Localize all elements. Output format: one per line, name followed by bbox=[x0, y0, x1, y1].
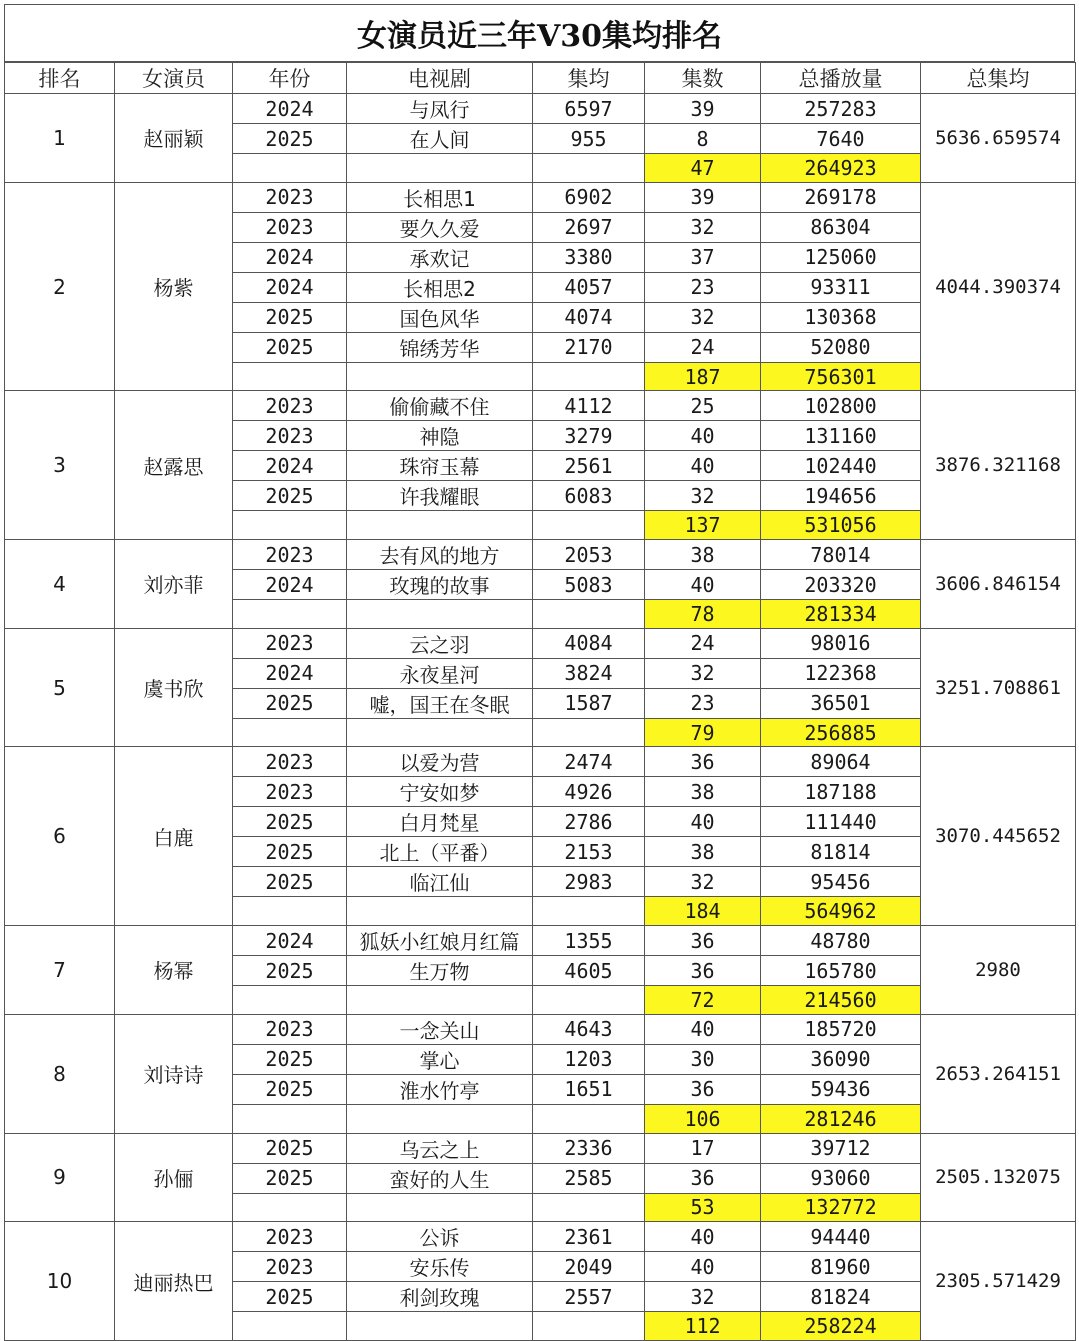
episodes-cell: 32 bbox=[645, 212, 761, 242]
total-avg-cell: 5636.659574 bbox=[921, 94, 1076, 183]
episodes-cell: 39 bbox=[645, 182, 761, 212]
year-cell: 2025 bbox=[233, 867, 347, 897]
header-episode-avg: 集均 bbox=[533, 63, 645, 94]
empty-cell bbox=[233, 1193, 347, 1222]
year-cell: 2025 bbox=[233, 124, 347, 154]
views-cell: 98016 bbox=[761, 628, 921, 658]
episodes-cell: 36 bbox=[645, 1163, 761, 1193]
total-avg-cell: 2305.571429 bbox=[921, 1222, 1076, 1341]
views-cell: 81960 bbox=[761, 1252, 921, 1282]
empty-cell bbox=[233, 718, 347, 747]
empty-cell bbox=[533, 718, 645, 747]
episodes-cell: 32 bbox=[645, 658, 761, 688]
rank-cell: 9 bbox=[5, 1133, 115, 1222]
year-cell: 2023 bbox=[233, 1222, 347, 1252]
empty-cell bbox=[347, 511, 533, 540]
empty-cell bbox=[347, 1104, 533, 1133]
total-avg-cell: 4044.390374 bbox=[921, 182, 1076, 391]
views-cell: 130368 bbox=[761, 302, 921, 332]
episode-avg-cell: 2561 bbox=[533, 451, 645, 481]
empty-cell bbox=[347, 154, 533, 183]
year-cell: 2025 bbox=[233, 481, 347, 511]
drama-cell: 珠帘玉幕 bbox=[347, 451, 533, 481]
sum-episodes-cell: 53 bbox=[645, 1193, 761, 1222]
empty-cell bbox=[233, 154, 347, 183]
header-rank: 排名 bbox=[5, 63, 115, 94]
views-cell: 78014 bbox=[761, 540, 921, 570]
sum-views-cell: 281334 bbox=[761, 600, 921, 629]
year-cell: 2024 bbox=[233, 926, 347, 956]
episode-avg-cell: 2557 bbox=[533, 1282, 645, 1312]
episodes-cell: 40 bbox=[645, 451, 761, 481]
sum-views-cell: 564962 bbox=[761, 897, 921, 926]
sum-episodes-cell: 72 bbox=[645, 986, 761, 1015]
empty-cell bbox=[533, 1193, 645, 1222]
sum-episodes-cell: 184 bbox=[645, 897, 761, 926]
header-total-avg: 总集均 bbox=[921, 63, 1076, 94]
rank-cell: 1 bbox=[5, 94, 115, 183]
year-cell: 2023 bbox=[233, 1252, 347, 1282]
header-drama: 电视剧 bbox=[347, 63, 533, 94]
drama-cell: 长相思1 bbox=[347, 182, 533, 212]
episode-avg-cell: 4074 bbox=[533, 302, 645, 332]
empty-cell bbox=[233, 986, 347, 1015]
rank-cell: 8 bbox=[5, 1014, 115, 1133]
empty-cell bbox=[347, 362, 533, 391]
empty-cell bbox=[533, 986, 645, 1015]
year-cell: 2025 bbox=[233, 956, 347, 986]
episodes-cell: 40 bbox=[645, 421, 761, 451]
header-year: 年份 bbox=[233, 63, 347, 94]
drama-cell: 北上（平番） bbox=[347, 837, 533, 867]
episode-avg-cell: 2170 bbox=[533, 332, 645, 362]
rank-cell: 5 bbox=[5, 628, 115, 747]
empty-cell bbox=[533, 1104, 645, 1133]
episodes-cell: 38 bbox=[645, 837, 761, 867]
year-cell: 2024 bbox=[233, 570, 347, 600]
total-avg-cell: 2980 bbox=[921, 926, 1076, 1015]
views-cell: 81814 bbox=[761, 837, 921, 867]
episode-avg-cell: 2049 bbox=[533, 1252, 645, 1282]
episode-avg-cell: 4643 bbox=[533, 1014, 645, 1044]
empty-cell bbox=[347, 600, 533, 629]
views-cell: 7640 bbox=[761, 124, 921, 154]
total-avg-cell: 3876.321168 bbox=[921, 391, 1076, 540]
drama-cell: 在人间 bbox=[347, 124, 533, 154]
episode-avg-cell: 2786 bbox=[533, 807, 645, 837]
views-cell: 59436 bbox=[761, 1074, 921, 1104]
year-cell: 2025 bbox=[233, 1133, 347, 1163]
views-cell: 203320 bbox=[761, 570, 921, 600]
empty-cell bbox=[347, 718, 533, 747]
drama-cell: 掌心 bbox=[347, 1044, 533, 1074]
sum-views-cell: 132772 bbox=[761, 1193, 921, 1222]
drama-cell: 蛮好的人生 bbox=[347, 1163, 533, 1193]
episodes-cell: 36 bbox=[645, 1074, 761, 1104]
views-cell: 102800 bbox=[761, 391, 921, 421]
year-cell: 2025 bbox=[233, 302, 347, 332]
empty-cell bbox=[347, 1193, 533, 1222]
sum-views-cell: 264923 bbox=[761, 154, 921, 183]
drama-cell: 利剑玫瑰 bbox=[347, 1282, 533, 1312]
year-cell: 2025 bbox=[233, 1074, 347, 1104]
empty-cell bbox=[233, 600, 347, 629]
drama-cell: 偷偷藏不住 bbox=[347, 391, 533, 421]
episodes-cell: 25 bbox=[645, 391, 761, 421]
actress-cell: 刘诗诗 bbox=[115, 1014, 233, 1133]
actress-cell: 刘亦菲 bbox=[115, 540, 233, 629]
actress-cell: 孙俪 bbox=[115, 1133, 233, 1222]
episodes-cell: 32 bbox=[645, 481, 761, 511]
year-cell: 2025 bbox=[233, 332, 347, 362]
episode-avg-cell: 6083 bbox=[533, 481, 645, 511]
year-cell: 2025 bbox=[233, 807, 347, 837]
table-row bbox=[5, 182, 1076, 212]
drama-cell: 国色风华 bbox=[347, 302, 533, 332]
episode-avg-cell: 1203 bbox=[533, 1044, 645, 1074]
views-cell: 93060 bbox=[761, 1163, 921, 1193]
year-cell: 2023 bbox=[233, 391, 347, 421]
views-cell: 52080 bbox=[761, 332, 921, 362]
sum-views-cell: 258224 bbox=[761, 1312, 921, 1341]
year-cell: 2023 bbox=[233, 540, 347, 570]
year-cell: 2025 bbox=[233, 1044, 347, 1074]
views-cell: 131160 bbox=[761, 421, 921, 451]
views-cell: 165780 bbox=[761, 956, 921, 986]
drama-cell: 以爱为营 bbox=[347, 747, 533, 777]
empty-cell bbox=[533, 1312, 645, 1341]
sum-views-cell: 531056 bbox=[761, 511, 921, 540]
views-cell: 185720 bbox=[761, 1014, 921, 1044]
total-avg-cell: 2505.132075 bbox=[921, 1133, 1076, 1222]
drama-cell: 与凤行 bbox=[347, 94, 533, 124]
sum-episodes-cell: 112 bbox=[645, 1312, 761, 1341]
episodes-cell: 32 bbox=[645, 302, 761, 332]
sheet-title: 女演员近三年V30集均排名 bbox=[4, 4, 1075, 62]
empty-cell bbox=[347, 986, 533, 1015]
episode-avg-cell: 2336 bbox=[533, 1133, 645, 1163]
actress-cell: 白鹿 bbox=[115, 747, 233, 926]
empty-cell bbox=[533, 362, 645, 391]
views-cell: 187188 bbox=[761, 777, 921, 807]
table-body bbox=[5, 94, 1076, 1341]
actress-cell: 杨幂 bbox=[115, 926, 233, 1015]
episodes-cell: 30 bbox=[645, 1044, 761, 1074]
episode-avg-cell: 1587 bbox=[533, 688, 645, 718]
actress-cell: 虞书欣 bbox=[115, 628, 233, 747]
sum-views-cell: 256885 bbox=[761, 718, 921, 747]
table-row bbox=[5, 1014, 1076, 1044]
year-cell: 2025 bbox=[233, 837, 347, 867]
episodes-cell: 40 bbox=[645, 570, 761, 600]
views-cell: 36501 bbox=[761, 688, 921, 718]
drama-cell: 狐妖小红娘月红篇 bbox=[347, 926, 533, 956]
table-row bbox=[5, 1222, 1076, 1252]
views-cell: 122368 bbox=[761, 658, 921, 688]
episode-avg-cell: 4057 bbox=[533, 272, 645, 302]
views-cell: 125060 bbox=[761, 242, 921, 272]
episodes-cell: 40 bbox=[645, 1014, 761, 1044]
year-cell: 2024 bbox=[233, 94, 347, 124]
rank-cell: 4 bbox=[5, 540, 115, 629]
table-row bbox=[5, 628, 1076, 658]
rank-cell: 7 bbox=[5, 926, 115, 1015]
views-cell: 111440 bbox=[761, 807, 921, 837]
episodes-cell: 40 bbox=[645, 1222, 761, 1252]
empty-cell bbox=[533, 154, 645, 183]
year-cell: 2023 bbox=[233, 421, 347, 451]
actress-cell: 杨紫 bbox=[115, 182, 233, 391]
empty-cell bbox=[233, 362, 347, 391]
episodes-cell: 24 bbox=[645, 628, 761, 658]
drama-cell: 云之羽 bbox=[347, 628, 533, 658]
episodes-cell: 36 bbox=[645, 747, 761, 777]
header-episodes: 集数 bbox=[645, 63, 761, 94]
episode-avg-cell: 2983 bbox=[533, 867, 645, 897]
total-avg-cell: 3251.708861 bbox=[921, 628, 1076, 747]
episode-avg-cell: 2474 bbox=[533, 747, 645, 777]
episodes-cell: 8 bbox=[645, 124, 761, 154]
views-cell: 257283 bbox=[761, 94, 921, 124]
views-cell: 194656 bbox=[761, 481, 921, 511]
views-cell: 81824 bbox=[761, 1282, 921, 1312]
year-cell: 2023 bbox=[233, 212, 347, 242]
header-row bbox=[5, 63, 1076, 94]
episode-avg-cell: 4084 bbox=[533, 628, 645, 658]
episodes-cell: 40 bbox=[645, 1252, 761, 1282]
drama-cell: 公诉 bbox=[347, 1222, 533, 1252]
episode-avg-cell: 3380 bbox=[533, 242, 645, 272]
year-cell: 2024 bbox=[233, 272, 347, 302]
year-cell: 2025 bbox=[233, 688, 347, 718]
drama-cell: 临江仙 bbox=[347, 867, 533, 897]
drama-cell: 安乐传 bbox=[347, 1252, 533, 1282]
rank-cell: 10 bbox=[5, 1222, 115, 1341]
views-cell: 102440 bbox=[761, 451, 921, 481]
views-cell: 95456 bbox=[761, 867, 921, 897]
sum-episodes-cell: 78 bbox=[645, 600, 761, 629]
table-row bbox=[5, 94, 1076, 124]
episode-avg-cell: 2697 bbox=[533, 212, 645, 242]
empty-cell bbox=[233, 897, 347, 926]
table-row bbox=[5, 540, 1076, 570]
table-row bbox=[5, 747, 1076, 777]
episode-avg-cell: 955 bbox=[533, 124, 645, 154]
drama-cell: 生万物 bbox=[347, 956, 533, 986]
rank-cell: 2 bbox=[5, 182, 115, 391]
sum-views-cell: 756301 bbox=[761, 362, 921, 391]
year-cell: 2024 bbox=[233, 242, 347, 272]
year-cell: 2023 bbox=[233, 777, 347, 807]
total-avg-cell: 3606.846154 bbox=[921, 540, 1076, 629]
drama-cell: 许我耀眼 bbox=[347, 481, 533, 511]
sum-episodes-cell: 187 bbox=[645, 362, 761, 391]
episodes-cell: 38 bbox=[645, 540, 761, 570]
year-cell: 2025 bbox=[233, 1282, 347, 1312]
year-cell: 2024 bbox=[233, 658, 347, 688]
episodes-cell: 37 bbox=[645, 242, 761, 272]
drama-cell: 淮水竹亭 bbox=[347, 1074, 533, 1104]
rank-cell: 6 bbox=[5, 747, 115, 926]
episodes-cell: 40 bbox=[645, 807, 761, 837]
year-cell: 2023 bbox=[233, 1014, 347, 1044]
episode-avg-cell: 1651 bbox=[533, 1074, 645, 1104]
drama-cell: 去有风的地方 bbox=[347, 540, 533, 570]
episodes-cell: 23 bbox=[645, 272, 761, 302]
drama-cell: 神隐 bbox=[347, 421, 533, 451]
episode-avg-cell: 3824 bbox=[533, 658, 645, 688]
total-avg-cell: 3070.445652 bbox=[921, 747, 1076, 926]
total-avg-cell: 2653.264151 bbox=[921, 1014, 1076, 1133]
actress-cell: 赵丽颖 bbox=[115, 94, 233, 183]
rank-cell: 3 bbox=[5, 391, 115, 540]
episodes-cell: 24 bbox=[645, 332, 761, 362]
episode-avg-cell: 2585 bbox=[533, 1163, 645, 1193]
drama-cell: 玫瑰的故事 bbox=[347, 570, 533, 600]
drama-cell: 承欢记 bbox=[347, 242, 533, 272]
episode-avg-cell: 4605 bbox=[533, 956, 645, 986]
actress-cell: 赵露思 bbox=[115, 391, 233, 540]
views-cell: 269178 bbox=[761, 182, 921, 212]
episodes-cell: 36 bbox=[645, 926, 761, 956]
episode-avg-cell: 2053 bbox=[533, 540, 645, 570]
views-cell: 86304 bbox=[761, 212, 921, 242]
year-cell: 2025 bbox=[233, 1163, 347, 1193]
sum-episodes-cell: 137 bbox=[645, 511, 761, 540]
episode-avg-cell: 4926 bbox=[533, 777, 645, 807]
views-cell: 94440 bbox=[761, 1222, 921, 1252]
header-actress: 女演员 bbox=[115, 63, 233, 94]
episodes-cell: 32 bbox=[645, 867, 761, 897]
drama-cell: 锦绣芳华 bbox=[347, 332, 533, 362]
drama-cell: 嘘，国王在冬眠 bbox=[347, 688, 533, 718]
sum-views-cell: 214560 bbox=[761, 986, 921, 1015]
episodes-cell: 36 bbox=[645, 956, 761, 986]
views-cell: 39712 bbox=[761, 1133, 921, 1163]
actress-cell: 迪丽热巴 bbox=[115, 1222, 233, 1341]
drama-cell: 长相思2 bbox=[347, 272, 533, 302]
table-row bbox=[5, 926, 1076, 956]
empty-cell bbox=[233, 1312, 347, 1341]
table-row bbox=[5, 1133, 1076, 1163]
episode-avg-cell: 1355 bbox=[533, 926, 645, 956]
empty-cell bbox=[347, 1312, 533, 1341]
table-row bbox=[5, 391, 1076, 421]
drama-cell: 一念关山 bbox=[347, 1014, 533, 1044]
year-cell: 2024 bbox=[233, 451, 347, 481]
empty-cell bbox=[233, 511, 347, 540]
drama-cell: 宁安如梦 bbox=[347, 777, 533, 807]
ranking-table bbox=[4, 62, 1076, 1341]
episodes-cell: 23 bbox=[645, 688, 761, 718]
views-cell: 89064 bbox=[761, 747, 921, 777]
drama-cell: 白月梵星 bbox=[347, 807, 533, 837]
episodes-cell: 39 bbox=[645, 94, 761, 124]
episode-avg-cell: 5083 bbox=[533, 570, 645, 600]
drama-cell: 永夜星河 bbox=[347, 658, 533, 688]
views-cell: 93311 bbox=[761, 272, 921, 302]
episodes-cell: 38 bbox=[645, 777, 761, 807]
episodes-cell: 32 bbox=[645, 1282, 761, 1312]
episode-avg-cell: 2153 bbox=[533, 837, 645, 867]
episode-avg-cell: 6902 bbox=[533, 182, 645, 212]
views-cell: 48780 bbox=[761, 926, 921, 956]
episode-avg-cell: 2361 bbox=[533, 1222, 645, 1252]
views-cell: 36090 bbox=[761, 1044, 921, 1074]
header-total-views: 总播放量 bbox=[761, 63, 921, 94]
empty-cell bbox=[533, 897, 645, 926]
episode-avg-cell: 6597 bbox=[533, 94, 645, 124]
spreadsheet bbox=[4, 4, 1075, 1339]
episodes-cell: 17 bbox=[645, 1133, 761, 1163]
empty-cell bbox=[533, 511, 645, 540]
drama-cell: 要久久爱 bbox=[347, 212, 533, 242]
drama-cell: 乌云之上 bbox=[347, 1133, 533, 1163]
sum-episodes-cell: 106 bbox=[645, 1104, 761, 1133]
episode-avg-cell: 3279 bbox=[533, 421, 645, 451]
sum-views-cell: 281246 bbox=[761, 1104, 921, 1133]
empty-cell bbox=[347, 897, 533, 926]
empty-cell bbox=[533, 600, 645, 629]
episode-avg-cell: 4112 bbox=[533, 391, 645, 421]
sum-episodes-cell: 79 bbox=[645, 718, 761, 747]
year-cell: 2023 bbox=[233, 182, 347, 212]
sum-episodes-cell: 47 bbox=[645, 154, 761, 183]
year-cell: 2023 bbox=[233, 628, 347, 658]
year-cell: 2023 bbox=[233, 747, 347, 777]
empty-cell bbox=[233, 1104, 347, 1133]
